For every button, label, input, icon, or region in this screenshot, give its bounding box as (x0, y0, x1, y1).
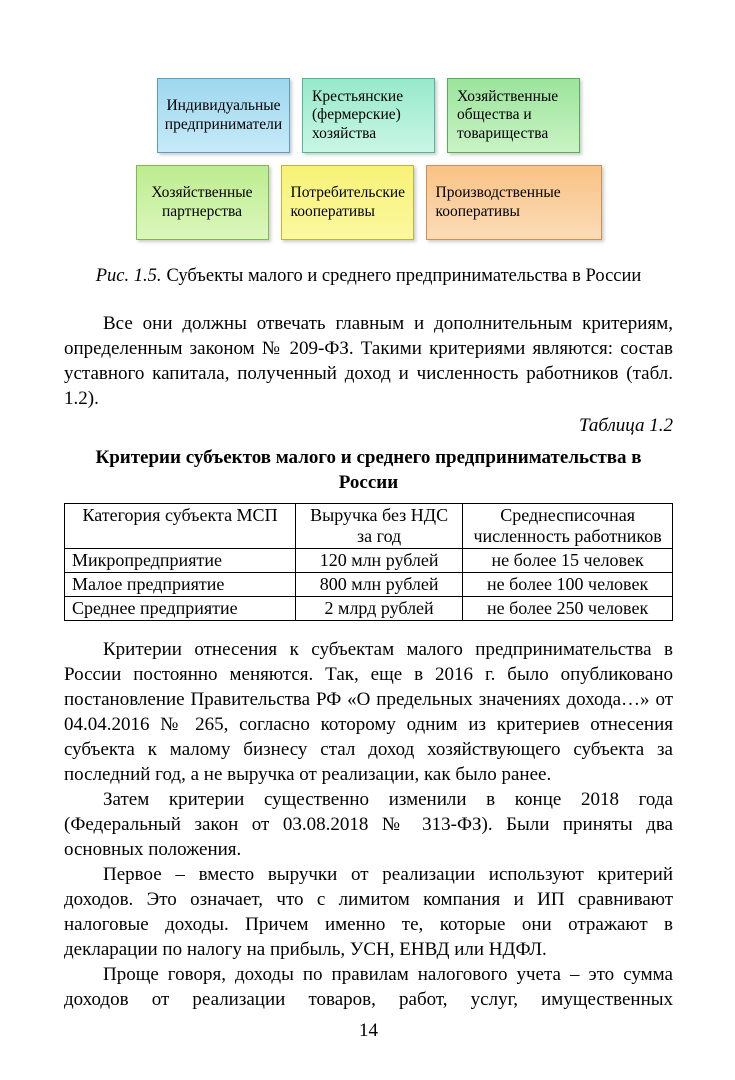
body-paragraph-5: Проще говоря, доходы по правилам налогового учета – это сумма доходов от реализации товаров, работ, услуг, имущественных (64, 964, 673, 1010)
body-paragraph-4: Первое – вместо выручки от реализации используют критерий доходов. Это означает, что с лимитом компания и ИП сравнивают налоговые доходы. Причем именно те, которые они отражают в декларации по налогу на прибыль, УСН, ЕНВД или НДФЛ. (64, 864, 673, 960)
diagram-row-top (157, 78, 580, 153)
figure-caption-text: Субъекты малого и среднего предпринимательства в России (166, 266, 642, 286)
body-paragraph-2: Критерии отнесения к субъектам малого предпринимательства в России постоянно меняются. Так, еще в 2016 г. было опубликовано постановление Правительства РФ «О предельных значениях дохода…» от 04.04.2016 № 265, согласно которому одним из критериев отнесения субъекта к малому бизнесу стал доход хозяйствующего субъекта за последний год, а не выручка от реализации, как было ранее. (64, 639, 673, 785)
table-cell: не более 250 человек (463, 597, 673, 621)
table-cell: не более 100 человек (463, 573, 673, 597)
diagram-box-label: Хозяйственные партнерства (151, 183, 253, 220)
table-cell: не более 15 человек (463, 549, 673, 573)
diagram-box-production-cooperatives (426, 165, 602, 240)
diagram-box-label: Потребительские кооперативы (290, 183, 406, 220)
page-number: 14 (359, 1020, 378, 1041)
table-header-headcount: Среднесписочная численность работников (463, 504, 673, 549)
table-row (65, 549, 673, 573)
table-cell: Среднее предприятие (65, 597, 296, 621)
table-cell: Малое предприятие (65, 573, 296, 597)
criteria-table (64, 503, 673, 621)
table-row (65, 573, 673, 597)
table-row (65, 597, 673, 621)
diagram-box-label: Крестьянские (фермерские) хозяйства (312, 87, 404, 142)
diagram-row-bottom (136, 165, 602, 240)
figure-caption-label: Рис. 1.5. (95, 266, 162, 286)
diagram-box-business-partnerships (136, 165, 269, 240)
diagram-box-individual-entrepreneurs (157, 78, 290, 153)
table-cell: 2 млрд рублей (296, 597, 463, 621)
table-header-revenue: Выручка без НДС за год (296, 504, 463, 549)
table-cell: Микропредприятие (65, 549, 296, 573)
table-cell: 120 млн рублей (296, 549, 463, 573)
body-paragraph-1: Все они должны отвечать главным и дополнительным критериям, определенным законом № 209-ФЗ. Такими критериями являются: состав уставного капитала, полученный доход и численность работников (табл. 1.2). (64, 313, 673, 409)
table-header-category: Категория субъекта МСП (65, 504, 296, 549)
diagram-box-label: Индивидуальные предприниматели (164, 96, 283, 133)
diagram-box-business-companies (447, 78, 580, 153)
figure-diagram (64, 78, 673, 240)
diagram-box-consumer-cooperatives (281, 165, 414, 240)
table-cell: 800 млн рублей (296, 573, 463, 597)
table-title: Критерии субъектов малого и среднего предпринимательства в России (95, 447, 642, 493)
body-paragraph-3: Затем критерии существенно изменили в конце 2018 года (Федеральный закон от 03.08.2018 № 313-ФЗ). Были приняты два основных положения. (64, 789, 673, 860)
figure-caption (64, 264, 673, 289)
diagram-box-label: Хозяйственные общества и товарищества (457, 87, 559, 142)
diagram-box-label: Производственные кооперативы (435, 183, 561, 220)
diagram-box-peasant-farms (302, 78, 435, 153)
table-header-row (65, 504, 673, 549)
table-label: Таблица 1.2 (579, 415, 673, 436)
